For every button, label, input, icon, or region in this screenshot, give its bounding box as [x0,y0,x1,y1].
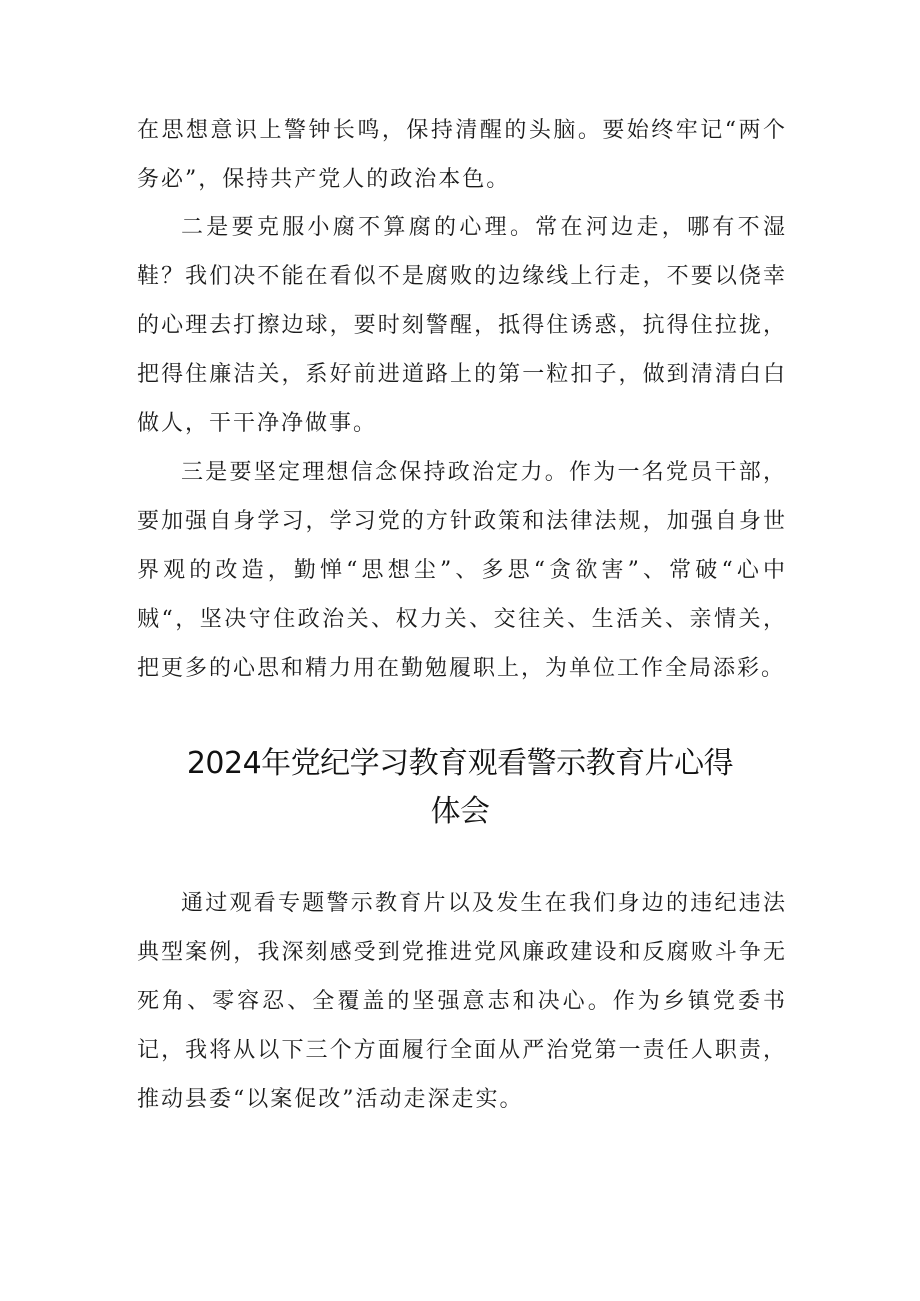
article-title-line-1: 2024年党纪学习教育观看警示教育片心得 [186,746,734,781]
paragraph-continuation: 在思想意识上警钟长鸣，保持清醒的头脑。要始终牢记“两个务必”，保持共产党人的政治本色。 [137,118,787,192]
paragraph-point-two: 二是要克服小腐不算腐的心理。常在河边走，哪有不湿鞋？我们决不能在看似不是腐败的边缘线上行走，不要以侥幸的心理去打擦边球，要时刻警醒，抵得住诱惑，抗得住拉拢，把得住廉洁关，系好前进道路上的第一粒扣子，做到清清白白做人，干干净净做事。 [137,215,787,436]
paragraph-intro: 通过观看专题警示教育片以及发生在我们身边的违纪违法典型案例，我深刻感受到党推进党风廉政建设和反腐败斗争无死角、零容忍、全覆盖的坚强意志和决心。作为乡镇党委书记，我将从以下三个方面履行全面从严治党第一责任人职责，推动县委“以案促改”活动走深走实。 [137,891,787,1112]
article-title-line-2: 体会 [430,794,490,829]
paragraph-point-three: 三是要坚定理想信念保持政治定力。作为一名党员干部，要加强自身学习，学习党的方针政策和法律法规，加强自身世界观的改造，勤惮“思想尘”、多思“贪欲害”、常破“心中贼“，坚决守住政治关、权力关、交往关、生活关、亲情关，把更多的心思和精力用在勤勉履职上，为单位工作全局添彩。 [137,460,787,681]
article-title [120,740,800,836]
